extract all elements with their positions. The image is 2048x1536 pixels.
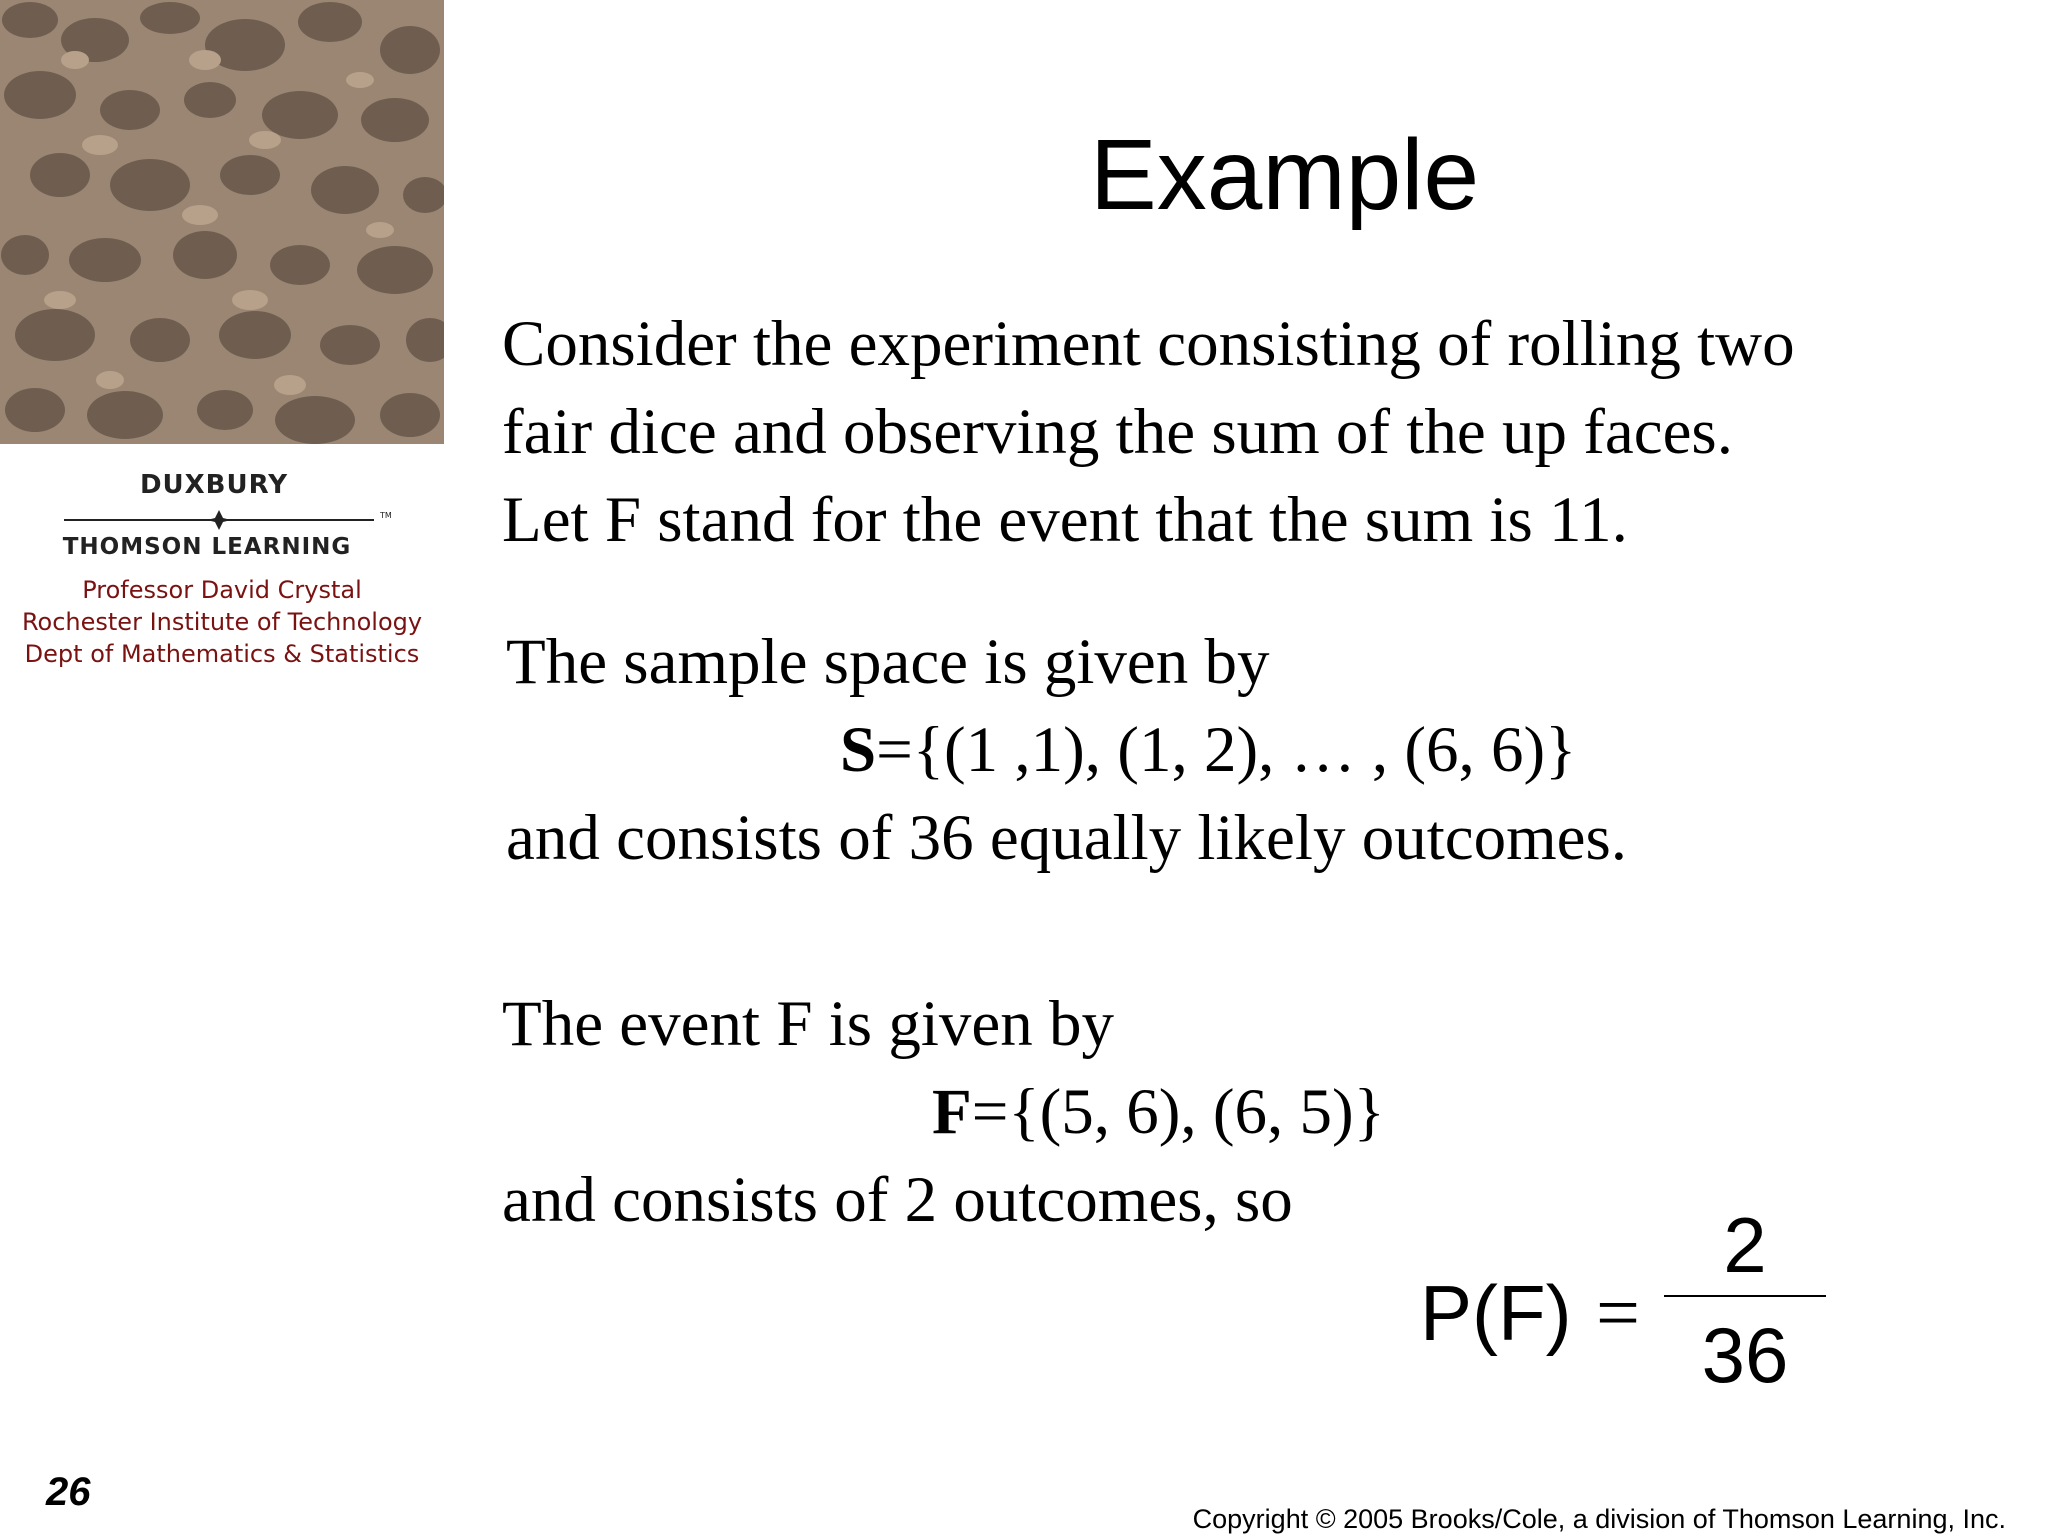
event-outro: and consists of 2 outcomes, so xyxy=(502,1164,1293,1236)
publisher-logo xyxy=(0,470,444,670)
sample-space-elements: ={(1 ,1), (1, 2), … , (6, 6)} xyxy=(876,714,1577,786)
event-intro: The event F is given by xyxy=(502,988,1114,1060)
event-set xyxy=(502,1068,2022,1156)
set-symbol-s: S xyxy=(840,714,877,786)
probability-formula xyxy=(1420,1200,1789,1400)
sample-space-outro: and consists of 36 equally likely outcomes. xyxy=(506,802,1628,874)
author-institution: Rochester Institute of Technology xyxy=(21,608,423,636)
trademark-mark: TM xyxy=(380,511,392,520)
page-number: 26 xyxy=(46,1470,91,1514)
sample-space-set xyxy=(506,706,2026,794)
event-elements: ={(5, 6), (6, 5)} xyxy=(971,1076,1385,1148)
probability-lhs: P(F) xyxy=(1420,1269,1572,1357)
copyright-notice: Copyright © 2005 Brooks/Cole, a division of Thomson Learning, Inc. xyxy=(1192,1504,2006,1534)
slide-title: Example xyxy=(1090,119,1480,231)
logo-brand: DUXBURY xyxy=(139,470,289,500)
paragraph-line: Let F stand for the event that the sum is 11. xyxy=(502,484,1628,556)
logo-publisher: THOMSON LEARNING xyxy=(62,534,352,560)
paragraph-line: Consider the experiment consisting of rolling two xyxy=(502,308,1795,380)
fraction-bar xyxy=(1664,1295,1826,1297)
fraction-denominator: 36 xyxy=(1701,1311,1789,1399)
sample-space-paragraph xyxy=(506,618,2026,882)
author-name: Professor David Crystal xyxy=(82,576,362,604)
stone-texture-image xyxy=(0,0,444,444)
experiment-paragraph xyxy=(502,300,2022,564)
equals-sign: = xyxy=(1596,1269,1640,1356)
author-department: Dept of Mathematics & Statistics xyxy=(24,640,420,668)
logo-star-rule-icon xyxy=(64,510,394,530)
fraction-numerator: 2 xyxy=(1723,1201,1767,1289)
paragraph-line: fair dice and observing the sum of the up faces. xyxy=(502,396,1733,468)
stone-texture-graphic xyxy=(0,0,444,444)
sample-space-intro: The sample space is given by xyxy=(506,626,1270,698)
set-symbol-f: F xyxy=(932,1076,972,1148)
